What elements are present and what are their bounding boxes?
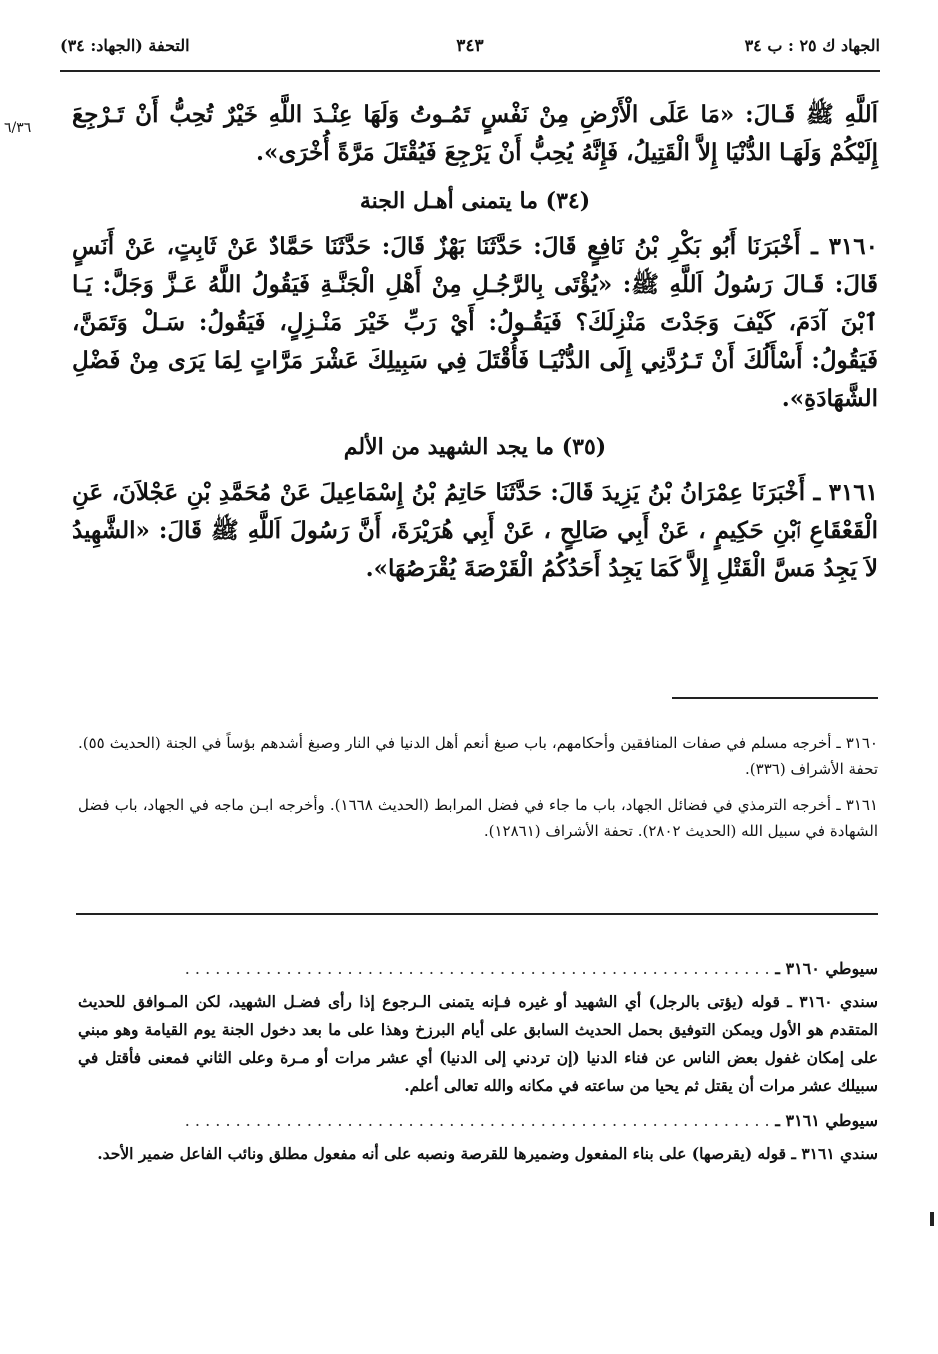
commentary-rule — [76, 913, 878, 915]
hadith-3161 — [72, 474, 878, 588]
hadith-number-3160: ٣١٦٠ ـ — [811, 233, 878, 260]
hadith-number-3161: ٣١٦١ ـ — [813, 479, 879, 506]
margin-volume-note: ٦/٣٦ — [4, 120, 32, 136]
main-text — [72, 96, 878, 588]
footnote-3161: ٣١٦١ ـ أخرجه الترمذي في فضائل الجهاد، باب ما جاء في فضل المرابط (الحديث ١٦٦٨). وأخرجه ابـن ماجه في الجهاد، باب فضل الشهادة في سبيل الله (الحديث ٢٨٠٢). تحفة الأشراف (١٢٨٦١). — [78, 796, 878, 840]
suyuti-3161 — [78, 1106, 878, 1136]
suyuti-3161-dots: . . . . . . . . . . . . . . . . . . . . . . . . . . . . . . . . . . . . . . . . . . . . . . . . . . . . . . . . . . — [184, 1111, 770, 1130]
hadith-3160 — [72, 228, 878, 418]
hadith-text-3160: أَخْبَرَنَا أَبُو بَكْرِ بْنُ نَافِعٍ قَالَ: حَدَّثَنَا بَهْزٌ قَالَ: حَدَّثَنَا حَمَّادٌ عَنْ ثَابِتٍ، عَنْ أَنَسٍ قَالَ: قَـالَ رَسُولُ اَللَّهِ ﷺ: «يُؤْتَى بِالرَّجُـلِ مِنْ أَهْلِ الْجَنَّـةِ فَيَقُولُ اللَّهُ عَـزَّ وَجَلَّ: يَـا ٱبْنَ آدَمَ، كَيْفَ وَجَدْتَ مَنْزِلَكَ؟ فَيَقُـولُ: أَيْ رَبِّ خَيْرَ مَنْـزِلٍ، فَيَقُولُ: سَـلْ وَتَمَنَّ، فَيَقُولُ: أَسْأَلُكَ أَنْ تَـرُدَّنِي إِلَى الدُّنْيَـا فَأُقْتَلَ فِي سَبِيلِكَ عَشْرَ مَرَّاتٍ لِمَا يَرَى مِنْ فَضْلِ الشَّهَادَةِ». — [72, 233, 878, 412]
header-chapter-ref: الجهاد ك ٢٥ : ب ٣٤ — [744, 36, 880, 55]
page-number: ٣٤٣ — [456, 36, 484, 56]
commentary — [78, 948, 878, 1172]
suyuti-3160-label: سيوطي ٣١٦٠ ـ — [775, 959, 878, 978]
suyuti-3160-dots: . . . . . . . . . . . . . . . . . . . . . . . . . . . . . . . . . . . . . . . . . . . . . . . . . . . . . . . . . . — [184, 959, 770, 978]
footnote-3160: ٣١٦٠ ـ أخرجه مسلم في صفات المنافقين وأحكامهم، باب صبغ أنعم أهل الدنيا في النار وصبغ أشدهم بؤساً في الجنة (الحديث ٥٥). تحفة الأشراف (٣٣٦). — [78, 734, 878, 778]
hadith-text-3161: أَخْبَرَنَا عِمْرَانُ بْنُ يَزِيدَ قَالَ: حَدَّثَنَا حَاتِمُ بْنُ إِسْمَاعِيلَ عَنْ مُحَمَّدِ بْنِ عَجْلاَنَ، عَنِ الْقَعْقَاعِ ٱبْنِ حَكِيمٍ ، عَنْ أَبِي صَالِحٍ ، عَنْ أَبِي هُرَيْرَةَ، أَنَّ رَسُولَ اَللَّهِ ﷺ قَالَ: «الشَّهِيدُ لاَ يَجِدُ مَسَّ الْقَتْلِ إِلاَّ كَمَا يَجِدُ أَحَدُكُمُ الْقَرْصَةَ يُقْرَصُهَا». — [72, 479, 878, 582]
header-tuhfa-ref: التحفة (الجهاد: ٣٤) — [60, 36, 190, 55]
hadith-continuation: اَللَّهِ ﷺ قَـالَ: «مَا عَلَى الْأَرْضِ مِنْ نَفْسٍ تَمُـوتُ وَلَهَا عِنْـدَ اللَّهِ خَيْرٌ تُحِبُّ أَنْ تَـرْجِعَ إِلَيْكُمْ وَلَهَـا الدُّنْيَا إِلاَّ الْقَتِيلُ، فَإِنَّهُ يُحِبُّ أَنْ يَرْجِعَ فَيُقْتَلَ مَرَّةً أُخْرَى». — [72, 101, 878, 166]
scan-mark — [930, 1212, 934, 1226]
chapter-heading-35: (٣٥) ما يجد الشهيد من الألم — [343, 434, 607, 460]
page-header — [60, 36, 880, 66]
suyuti-3161-label: سيوطي ٣١٦١ ـ — [775, 1111, 878, 1130]
footnotes — [78, 730, 878, 854]
suyuti-3160 — [78, 954, 878, 984]
chapter-heading-34: (٣٤) ما يتمنى أهـل الجنة — [359, 188, 591, 214]
header-rule — [60, 70, 880, 72]
footnote-rule — [672, 697, 878, 699]
sindi-3161: سندي ٣١٦١ ـ قوله (يقرصها) على بناء المفعول وضميرها للقرصة ونصبه على أنه مفعول مطلق ونائب الفاعل ضمير الأحد. — [97, 1144, 878, 1163]
sindi-3160: سندي ٣١٦٠ ـ قوله (يؤتى بالرجل) أي الشهيد أو غيره فـإنه يتمنى الـرجوع إذا رأى فضـل الشهيد، لكن المـوافق للحديث المتقدم هو الأول ويمكن التوفيق بحمل الحديث السابق على أيام البرزخ وهذا على ما بعد دخول الجنة يوم القيامة وهو مبني على إمكان غفول بعض الناس عن فناء الدنيا (إن تردني إلى الدنيا) أي عشر مرات أو مـرة وعلى الثاني فمعنى فأقتل في سبيلك عشر مرات أن يقتل ثم يحيا من ساعته في مكانه والله تعالى أعلم. — [78, 992, 878, 1095]
